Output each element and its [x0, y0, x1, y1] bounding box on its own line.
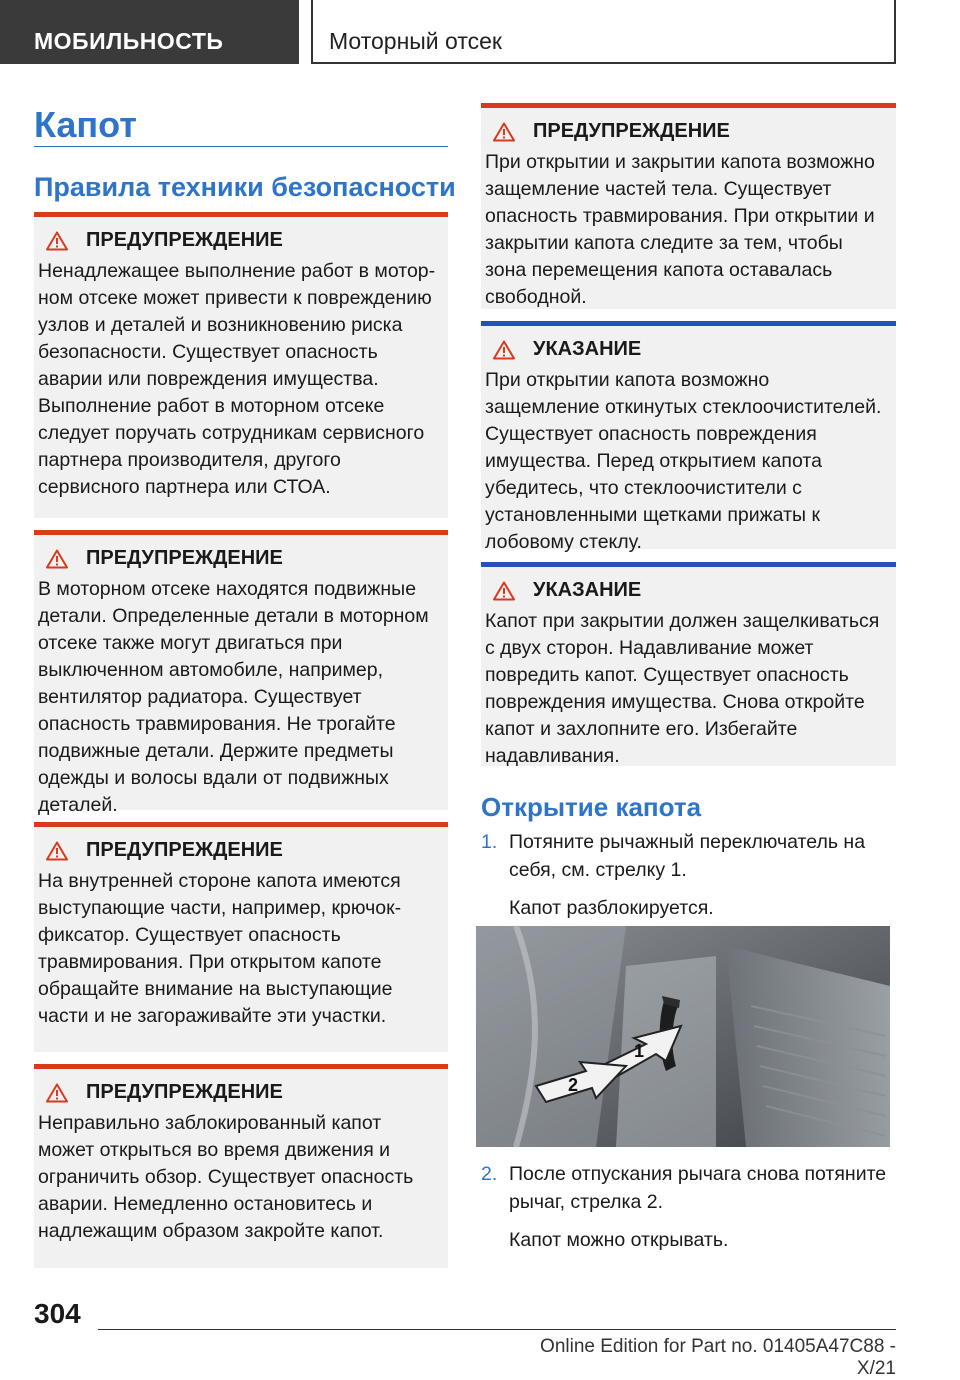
page-title: Капот — [34, 104, 137, 145]
footer-edition: Online Edition for Part no. 01405A47C88 - X/21 — [540, 1336, 896, 1379]
box-text: В моторном отсеке находятся подвижные детали. Определенные детали в моторном отсеке также могут двигаться при выключенном автомобиле, например, вентилятор радиатора. Существует опасность травмирования. Не трогайте подвижные детали. Держите предметы одежды и волосы вдали от подвижных деталей. — [38, 578, 429, 816]
page-number: 304 — [34, 1298, 81, 1329]
box-label: УКАЗАНИЕ — [533, 338, 642, 360]
step-number: 1. — [481, 831, 498, 853]
box-label: ПРЕДУПРЕЖДЕНИЕ — [86, 229, 283, 251]
step-number: 2. — [481, 1163, 498, 1185]
box-label: УКАЗАНИЕ — [533, 579, 642, 601]
opening-title: Открытие капота — [481, 792, 702, 822]
warning-box-4 — [34, 1064, 448, 1268]
notice-triangle-icon — [493, 581, 515, 601]
box-text: Неправильно заблокированный капот может открыться во время движения и ограничить обзор. Существует опасность аварии. Немедленно остановитесь и надлежащим образом закройте капот. — [38, 1112, 414, 1242]
warning-box-2 — [34, 530, 448, 816]
notice-box-2 — [481, 562, 896, 766]
step-result: Капот можно открывать. — [509, 1229, 729, 1251]
box-label: ПРЕДУПРЕЖДЕНИЕ — [86, 1081, 283, 1103]
box-label: ПРЕДУПРЕЖДЕНИЕ — [533, 120, 730, 142]
box-text: Ненадлежащее выполнение работ в моторном отсеке может привести к повреждению узлов и деталей и возникновению риска безопасности. Существует опасность аварии или повреждения имущества. Выполнение работ в моторном отсеке следует поручать сотрудникам сервисного партнера производителя, другого сервисного партнера или СТОА. — [38, 260, 436, 498]
box-text: При открытии капота возможно защемление откинутых стеклоочистителей. Существует опасность повреждения имущества. Перед открытием капота убедитесь, что стеклоочистители с установленными щетками прижаты к лобовому стеклу. — [485, 369, 882, 553]
svg-text:1: 1 — [634, 1041, 645, 1061]
hood-release-photo — [476, 926, 890, 1147]
box-text: На внутренней стороне капота имеются выступающие части, например, крючок-фиксатор. Существует опасность травмирования. При открытом капоте обращайте внимание на выступающие части и не загораживайте эти участки. — [38, 870, 402, 1027]
header-section-tab: МОБИЛЬНОСТЬ — [0, 0, 299, 64]
step-text: Потяните рычажный переключатель на себя, см. стрелку 1. — [509, 831, 866, 881]
warning-triangle-icon — [493, 122, 515, 142]
footer-divider — [98, 1329, 896, 1330]
warning-triangle-icon — [46, 549, 68, 569]
warning-triangle-icon — [46, 231, 68, 251]
warning-box-5 — [481, 103, 896, 309]
box-label: ПРЕДУПРЕЖДЕНИЕ — [86, 547, 283, 569]
box-label: ПРЕДУПРЕЖДЕНИЕ — [86, 839, 283, 861]
warning-box-3 — [34, 822, 448, 1052]
warning-box-1 — [34, 212, 448, 518]
step-1 — [481, 828, 896, 922]
warning-triangle-icon — [46, 1083, 68, 1103]
box-text: Капот при закрытии должен защелкиваться с двух сторон. Надавливание может повредить капот. Существует опасность повреждения имущества. Снова откройте капот и захлопните его. Избегайте надавливания. — [485, 610, 880, 767]
notice-box-1 — [481, 321, 896, 553]
svg-text:2: 2 — [568, 1075, 579, 1095]
step-result: Капот разблокируется. — [509, 897, 714, 919]
step-text: После отпускания рычага снова потяните рычаг, стрелка 2. — [509, 1163, 887, 1213]
notice-triangle-icon — [493, 340, 515, 360]
section-title: Правила техники безопасности — [34, 172, 456, 202]
title-divider — [34, 146, 448, 147]
step-2 — [481, 1160, 896, 1254]
warning-triangle-icon — [46, 841, 68, 861]
header-chapter-title: Моторный отсек — [311, 0, 896, 64]
box-text: При открытии и закрытии капота возможно защемление частей тела. Существует опасность травмирования. При открытии и закрытии капота следите за тем, чтобы зона перемещения капота оставалась свободной. — [485, 151, 875, 308]
